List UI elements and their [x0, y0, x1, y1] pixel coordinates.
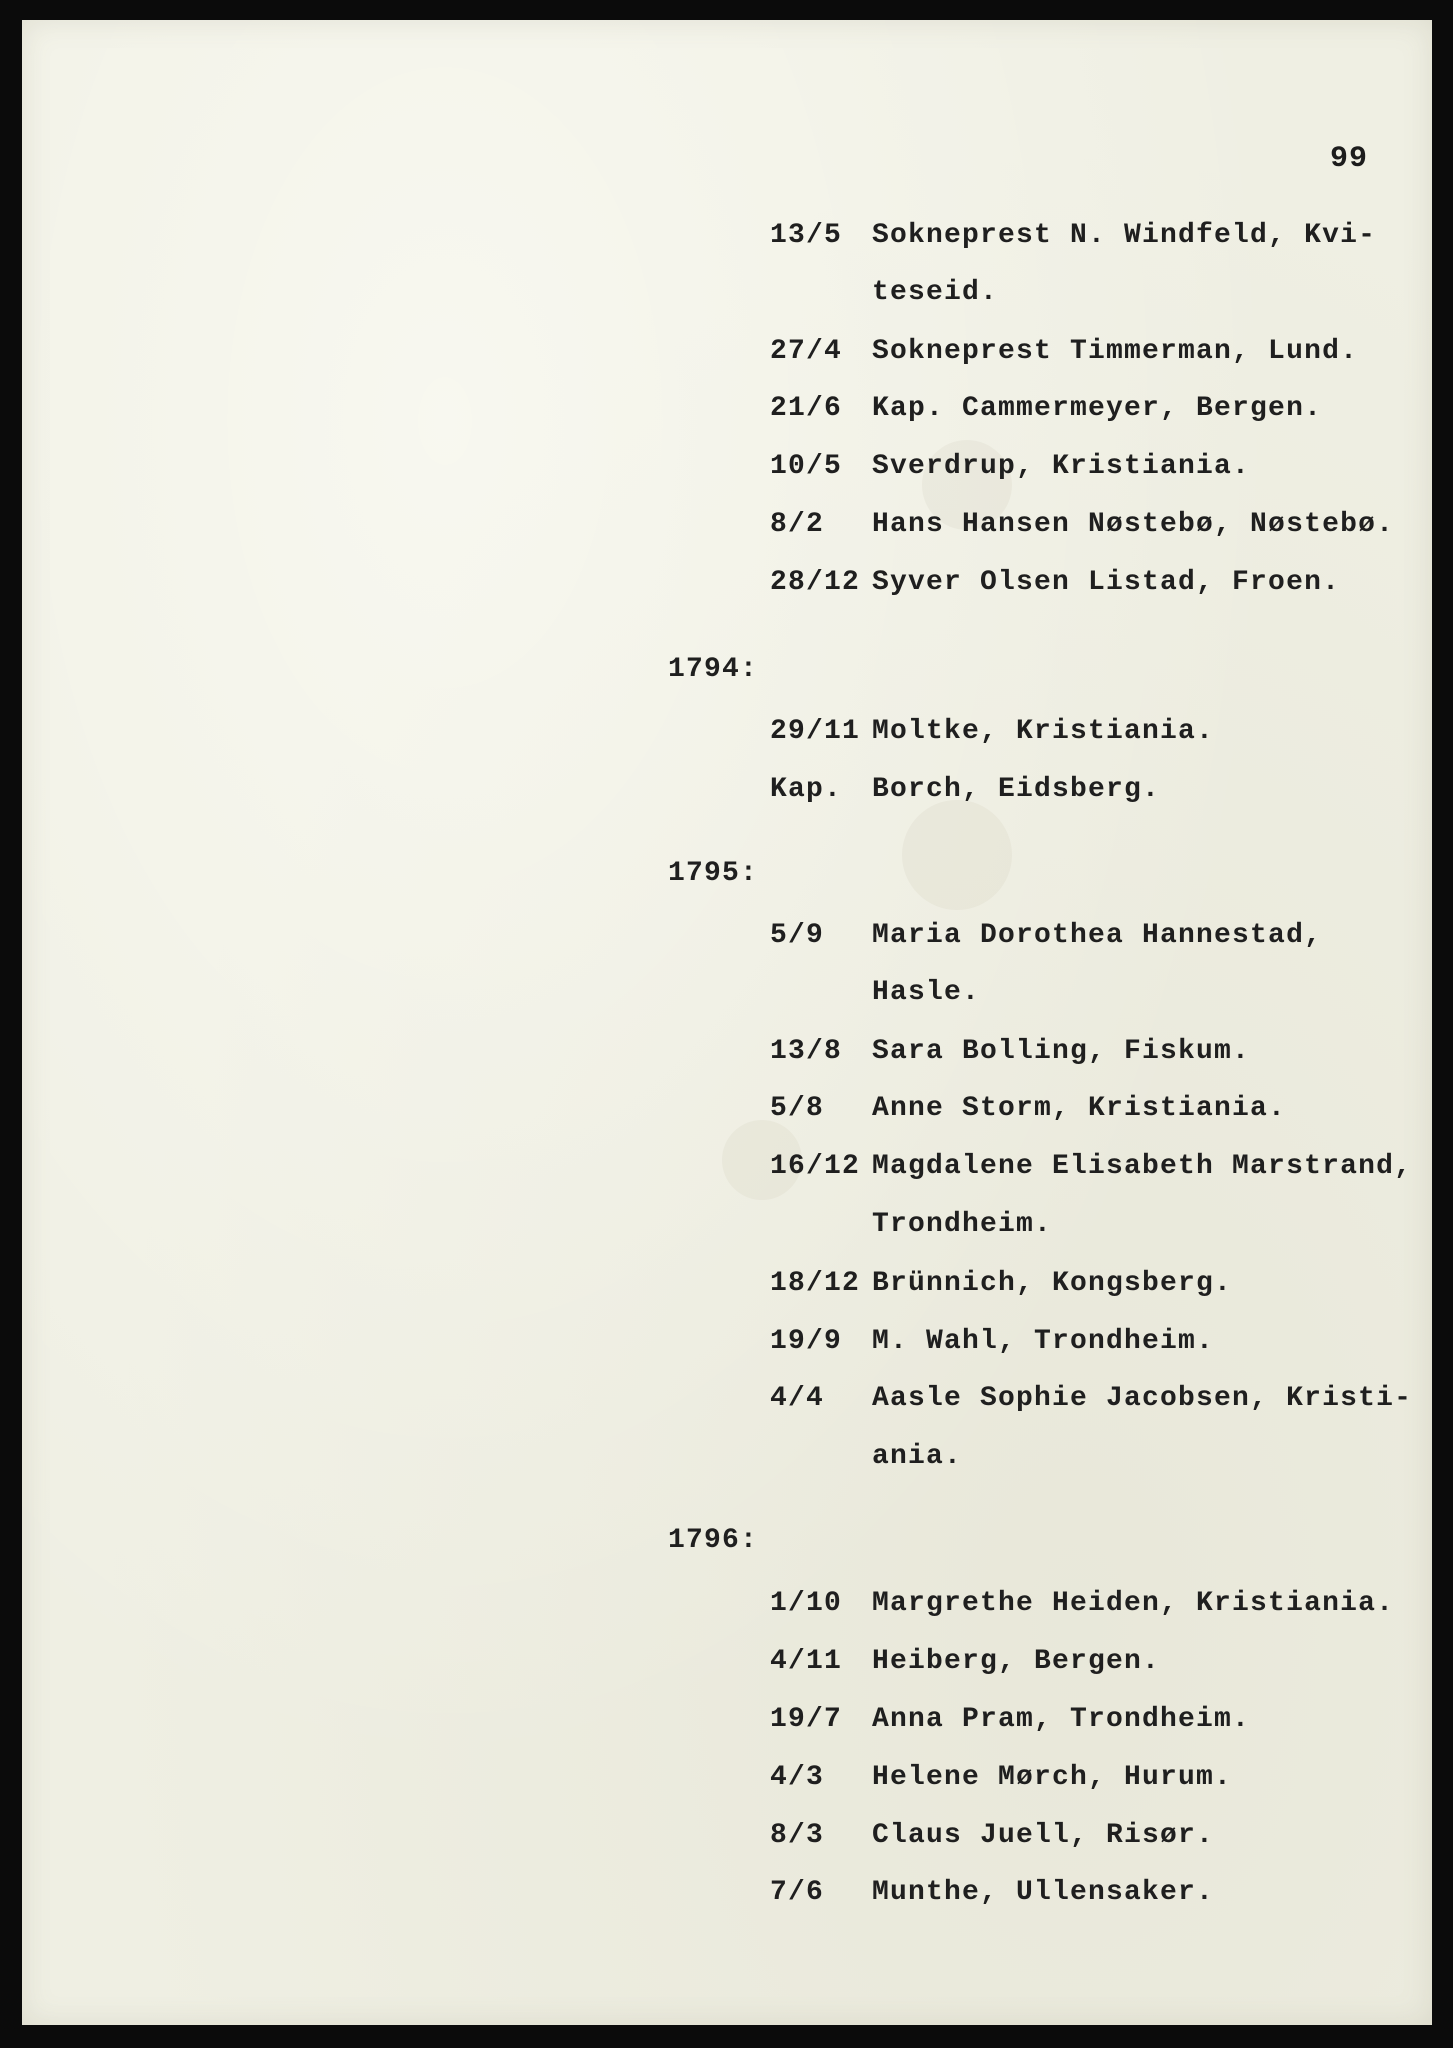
entry-date: 29/11 [770, 716, 861, 747]
entry-date: 8/2 [770, 509, 825, 540]
paper-stain [902, 800, 1012, 910]
entry-date: 5/8 [770, 1093, 825, 1124]
entry-text: Anne Storm, Kristiania. [872, 1093, 1287, 1124]
entry-text: Borch, Eidsberg. [872, 774, 1161, 805]
year-heading: 1795: [668, 858, 759, 889]
entry-date: 4/3 [770, 1762, 825, 1793]
entry-text: Sara Bolling, Fiskum. [872, 1036, 1251, 1067]
entry-text: Moltke, Kristiania. [872, 716, 1215, 747]
entry-date: 1/10 [770, 1588, 843, 1619]
page-number: 99 [1330, 142, 1369, 176]
entry-text: Aasle Sophie Jacobsen, Kristi- [872, 1383, 1413, 1414]
entry-date: 16/12 [770, 1151, 861, 1182]
entry-date: 19/9 [770, 1326, 843, 1357]
entry-text: Brünnich, Kongsberg. [872, 1268, 1233, 1299]
entry-text: Anna Pram, Trondheim. [872, 1704, 1251, 1735]
entry-text: Helene Mørch, Hurum. [872, 1762, 1233, 1793]
entry-text: Kap. Cammermeyer, Bergen. [872, 393, 1323, 424]
entry-date: 28/12 [770, 567, 861, 598]
entry-text: M. Wahl, Trondheim. [872, 1326, 1215, 1357]
entry-date: 21/6 [770, 393, 843, 424]
entry-text: Munthe, Ullensaker. [872, 1877, 1215, 1908]
entry-text: Sokneprest N. Windfeld, Kvi- [872, 220, 1377, 251]
entry-date: 4/4 [770, 1383, 825, 1414]
entry-date: Kap. [770, 774, 843, 805]
entry-text: Maria Dorothea Hannestad, [872, 920, 1323, 951]
entry-continuation: ania. [872, 1441, 963, 1472]
entry-date: 13/8 [770, 1036, 843, 1067]
entry-date: 4/11 [770, 1646, 843, 1677]
entry-text: Sokneprest Timmerman, Lund. [872, 336, 1359, 367]
entry-text: Hans Hansen Nøstebø, Nøstebø. [872, 509, 1395, 540]
entry-text: Magdalene Elisabeth Marstrand, [872, 1151, 1413, 1182]
entry-continuation: Hasle. [872, 977, 981, 1008]
entry-date: 5/9 [770, 920, 825, 951]
year-heading: 1796: [668, 1525, 759, 1556]
entry-text: Sverdrup, Kristiania. [872, 451, 1251, 482]
entry-date: 27/4 [770, 336, 843, 367]
entry-text: Heiberg, Bergen. [872, 1646, 1161, 1677]
year-heading: 1794: [668, 654, 759, 685]
entry-date: 19/7 [770, 1704, 843, 1735]
entry-continuation: Trondheim. [872, 1209, 1053, 1240]
entry-date: 13/5 [770, 220, 843, 251]
document-page [22, 20, 1432, 2025]
entry-date: 7/6 [770, 1877, 825, 1908]
entry-date: 18/12 [770, 1268, 861, 1299]
entry-continuation: teseid. [872, 277, 999, 308]
entry-text: Claus Juell, Risør. [872, 1820, 1215, 1851]
entry-text: Margrethe Heiden, Kristiania. [872, 1588, 1395, 1619]
entry-date: 10/5 [770, 451, 843, 482]
entry-text: Syver Olsen Listad, Froen. [872, 567, 1341, 598]
entry-date: 8/3 [770, 1820, 825, 1851]
